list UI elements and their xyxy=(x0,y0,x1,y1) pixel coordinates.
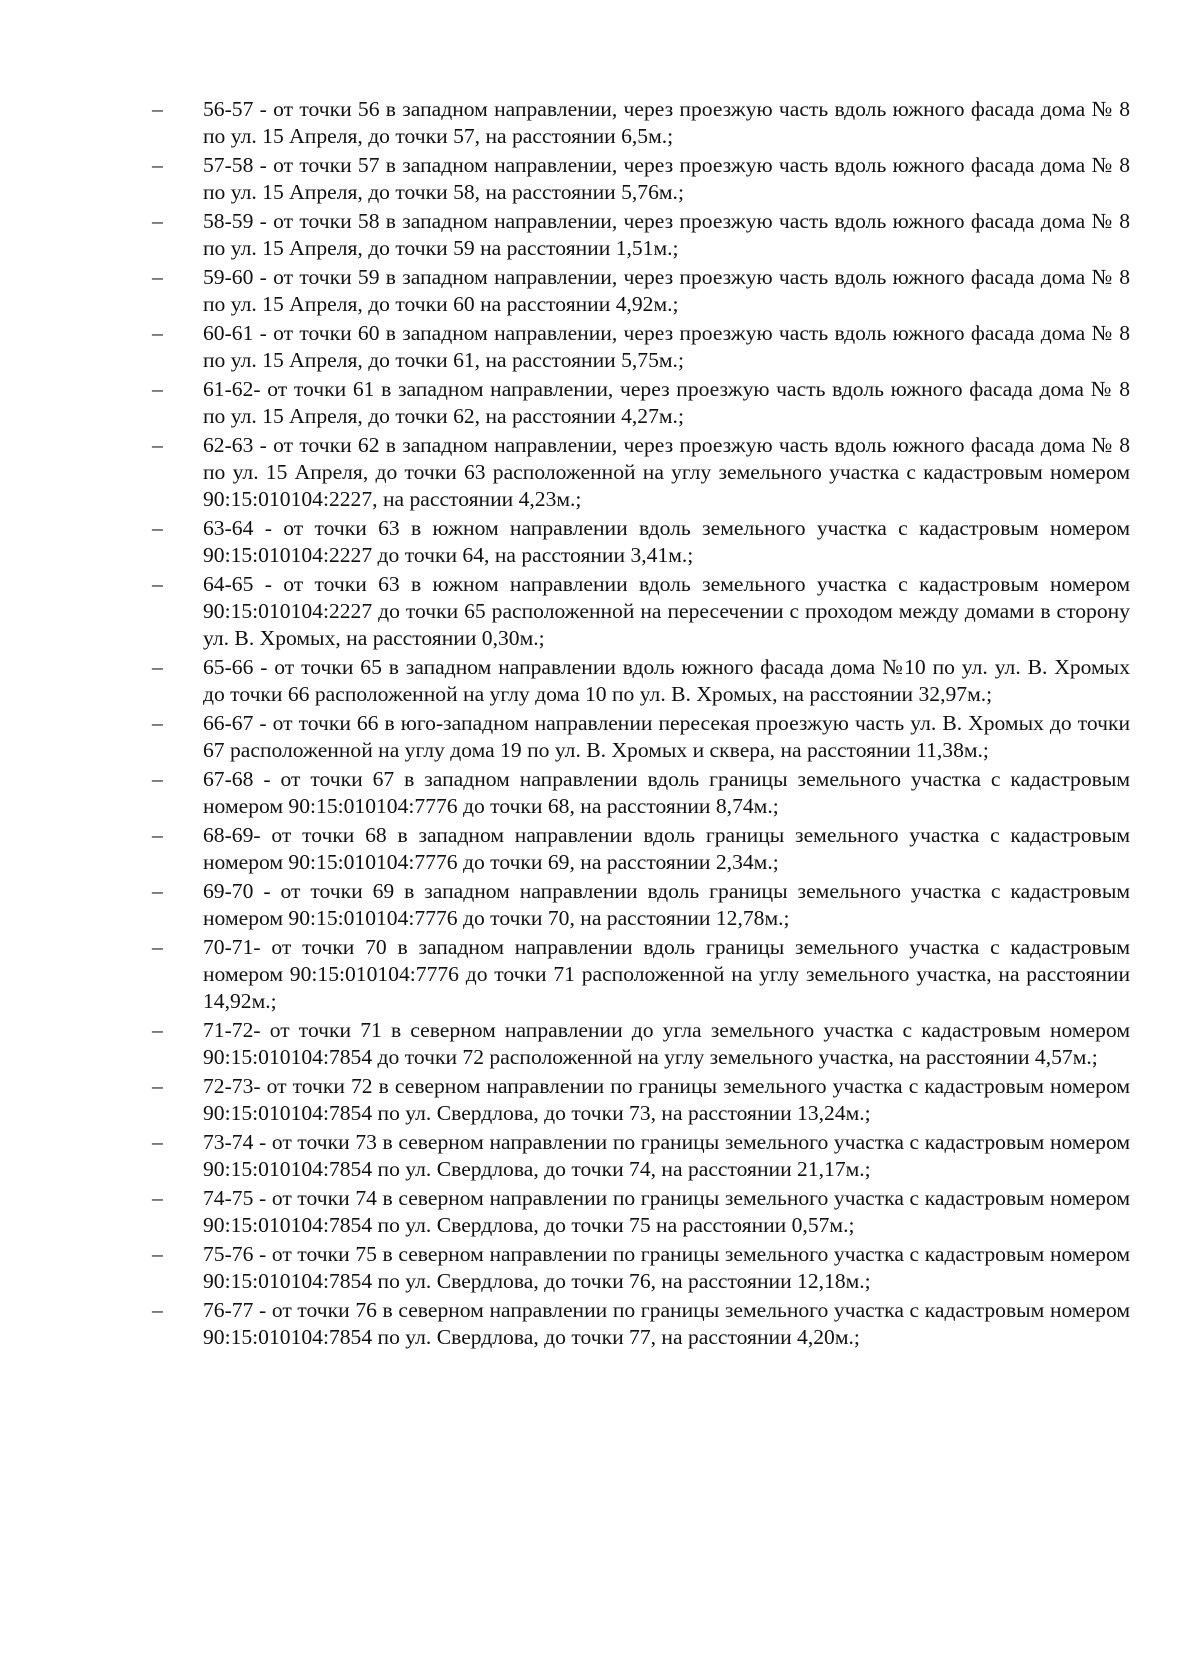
list-item xyxy=(152,432,1130,513)
list-bullet: – xyxy=(152,1074,163,1098)
list-item-text: 60-61 - от точки 60 в западном направлении, через проезжую часть вдоль южного фасада дома № 8 по ул. 15 Апреля, до точки 61, на расстоянии 5,75м.; xyxy=(203,321,1130,372)
list-bullet: – xyxy=(152,823,163,847)
list-bullet: – xyxy=(152,516,163,540)
list-item-text: 64-65 - от точки 63 в южном направлении вдоль земельного участка с кадастровым номером 90:15:010104:2227 до точки 65 расположенной на пересечении с проходом между домами в сторону ул. В. Хромых, на расстоянии 0,30м.; xyxy=(203,572,1130,650)
list-item-text: 76-77 - от точки 76 в северном направлении по границы земельного участка с кадастровым номером 90:15:010104:7854 по ул. Свердлова, до точки 77, на расстоянии 4,20м.; xyxy=(203,1298,1130,1349)
list-bullet: – xyxy=(152,209,163,233)
list-item xyxy=(152,515,1130,569)
list-item-text: 66-67 - от точки 66 в юго-западном направлении пересекая проезжую часть ул. В. Хромых до точки 67 расположенной на углу дома 19 по ул. В. Хромых и сквера, на расстоянии 11,38м.; xyxy=(203,711,1130,762)
list-item xyxy=(152,1017,1130,1071)
list-bullet: – xyxy=(152,97,163,121)
list-bullet: – xyxy=(152,1130,163,1154)
list-bullet: – xyxy=(152,879,163,903)
list-item-text: 56-57 - от точки 56 в западном направлении, через проезжую часть вдоль южного фасада дома № 8 по ул. 15 Апреля, до точки 57, на расстоянии 6,5м.; xyxy=(203,97,1130,148)
list-item-text: 73-74 - от точки 73 в северном направлении по границы земельного участка с кадастровым номером 90:15:010104:7854 по ул. Свердлова, до точки 74, на расстоянии 21,17м.; xyxy=(203,1130,1130,1181)
list-item xyxy=(152,1185,1130,1239)
list-item xyxy=(152,654,1130,708)
list-item xyxy=(152,320,1130,374)
list-bullet: – xyxy=(152,711,163,735)
list-bullet: – xyxy=(152,935,163,959)
list-item xyxy=(152,264,1130,318)
list-bullet: – xyxy=(152,265,163,289)
list-bullet: – xyxy=(152,1018,163,1042)
list-bullet: – xyxy=(152,767,163,791)
list-item xyxy=(152,710,1130,764)
list-item xyxy=(152,208,1130,262)
list-bullet: – xyxy=(152,655,163,679)
list-item xyxy=(152,376,1130,430)
list-item-text: 69-70 - от точки 69 в западном направлении вдоль границы земельного участка с кадастровым номером 90:15:010104:7776 до точки 70, на расстоянии 12,78м.; xyxy=(203,879,1130,930)
list-item xyxy=(152,1073,1130,1127)
list-item-text: 71-72- от точки 71 в северном направлении до угла земельного участка с кадастровым номером 90:15:010104:7854 до точки 72 расположенной на углу земельного участка, на расстоянии 4,57м.; xyxy=(203,1018,1130,1069)
list-item-text: 65-66 - от точки 65 в западном направлении вдоль южного фасада дома №10 по ул. ул. В. Хромых до точки 66 расположенной на углу дома 10 по ул. В. Хромых, на расстоянии 32,97м.; xyxy=(203,655,1130,706)
list-bullet: – xyxy=(152,1186,163,1210)
list-item xyxy=(152,878,1130,932)
list-item-text: 61-62- от точки 61 в западном направлении, через проезжую часть вдоль южного фасада дома № 8 по ул. 15 Апреля, до точки 62, на расстоянии 4,27м.; xyxy=(203,377,1130,428)
list-item-text: 57-58 - от точки 57 в западном направлении, через проезжую часть вдоль южного фасада дома № 8 по ул. 15 Апреля, до точки 58, на расстоянии 5,76м.; xyxy=(203,153,1130,204)
list-item-text: 74-75 - от точки 74 в северном направлении по границы земельного участка с кадастровым номером 90:15:010104:7854 по ул. Свердлова, до точки 75 на расстоянии 0,57м.; xyxy=(203,1186,1130,1237)
list-bullet: – xyxy=(152,433,163,457)
list-item xyxy=(152,1241,1130,1295)
list-bullet: – xyxy=(152,377,163,401)
list-item-text: 70-71- от точки 70 в западном направлении вдоль границы земельного участка с кадастровым номером 90:15:010104:7776 до точки 71 расположенной на углу земельного участка, на расстоянии 14,92м.; xyxy=(203,935,1130,1013)
list-item-text: 75-76 - от точки 75 в северном направлении по границы земельного участка с кадастровым номером 90:15:010104:7854 по ул. Свердлова, до точки 76, на расстоянии 12,18м.; xyxy=(203,1242,1130,1293)
list-item-text: 59-60 - от точки 59 в западном направлении, через проезжую часть вдоль южного фасада дома № 8 по ул. 15 Апреля, до точки 60 на расстоянии 4,92м.; xyxy=(203,265,1130,316)
list-item xyxy=(152,152,1130,206)
list-item xyxy=(152,96,1130,150)
list-bullet: – xyxy=(152,321,163,345)
list-item xyxy=(152,822,1130,876)
list-bullet: – xyxy=(152,572,163,596)
list-item xyxy=(152,766,1130,820)
list-item-text: 62-63 - от точки 62 в западном направлении, через проезжую часть вдоль южного фасада дома № 8 по ул. 15 Апреля, до точки 63 расположенной на углу земельного участка с кадастровым номером 90:15:010104:2227, на расстоянии 4,23м.; xyxy=(203,433,1130,511)
list-item xyxy=(152,1297,1130,1351)
list-item xyxy=(152,934,1130,1015)
boundary-description-list xyxy=(152,96,1130,1353)
list-item xyxy=(152,571,1130,652)
list-bullet: – xyxy=(152,1298,163,1322)
list-item xyxy=(152,1129,1130,1183)
list-item-text: 58-59 - от точки 58 в западном направлении, через проезжую часть вдоль южного фасада дома № 8 по ул. 15 Апреля, до точки 59 на расстоянии 1,51м.; xyxy=(203,209,1130,260)
list-item-text: 63-64 - от точки 63 в южном направлении вдоль земельного участка с кадастровым номером 90:15:010104:2227 до точки 64, на расстоянии 3,41м.; xyxy=(203,516,1130,567)
list-item-text: 72-73- от точки 72 в северном направлении по границы земельного участка с кадастровым номером 90:15:010104:7854 по ул. Свердлова, до точки 73, на расстоянии 13,24м.; xyxy=(203,1074,1130,1125)
list-item-text: 68-69- от точки 68 в западном направлении вдоль границы земельного участка с кадастровым номером 90:15:010104:7776 до точки 69, на расстоянии 2,34м.; xyxy=(203,823,1130,874)
list-item-text: 67-68 - от точки 67 в западном направлении вдоль границы земельного участка с кадастровым номером 90:15:010104:7776 до точки 68, на расстоянии 8,74м.; xyxy=(203,767,1130,818)
list-bullet: – xyxy=(152,153,163,177)
list-bullet: – xyxy=(152,1242,163,1266)
